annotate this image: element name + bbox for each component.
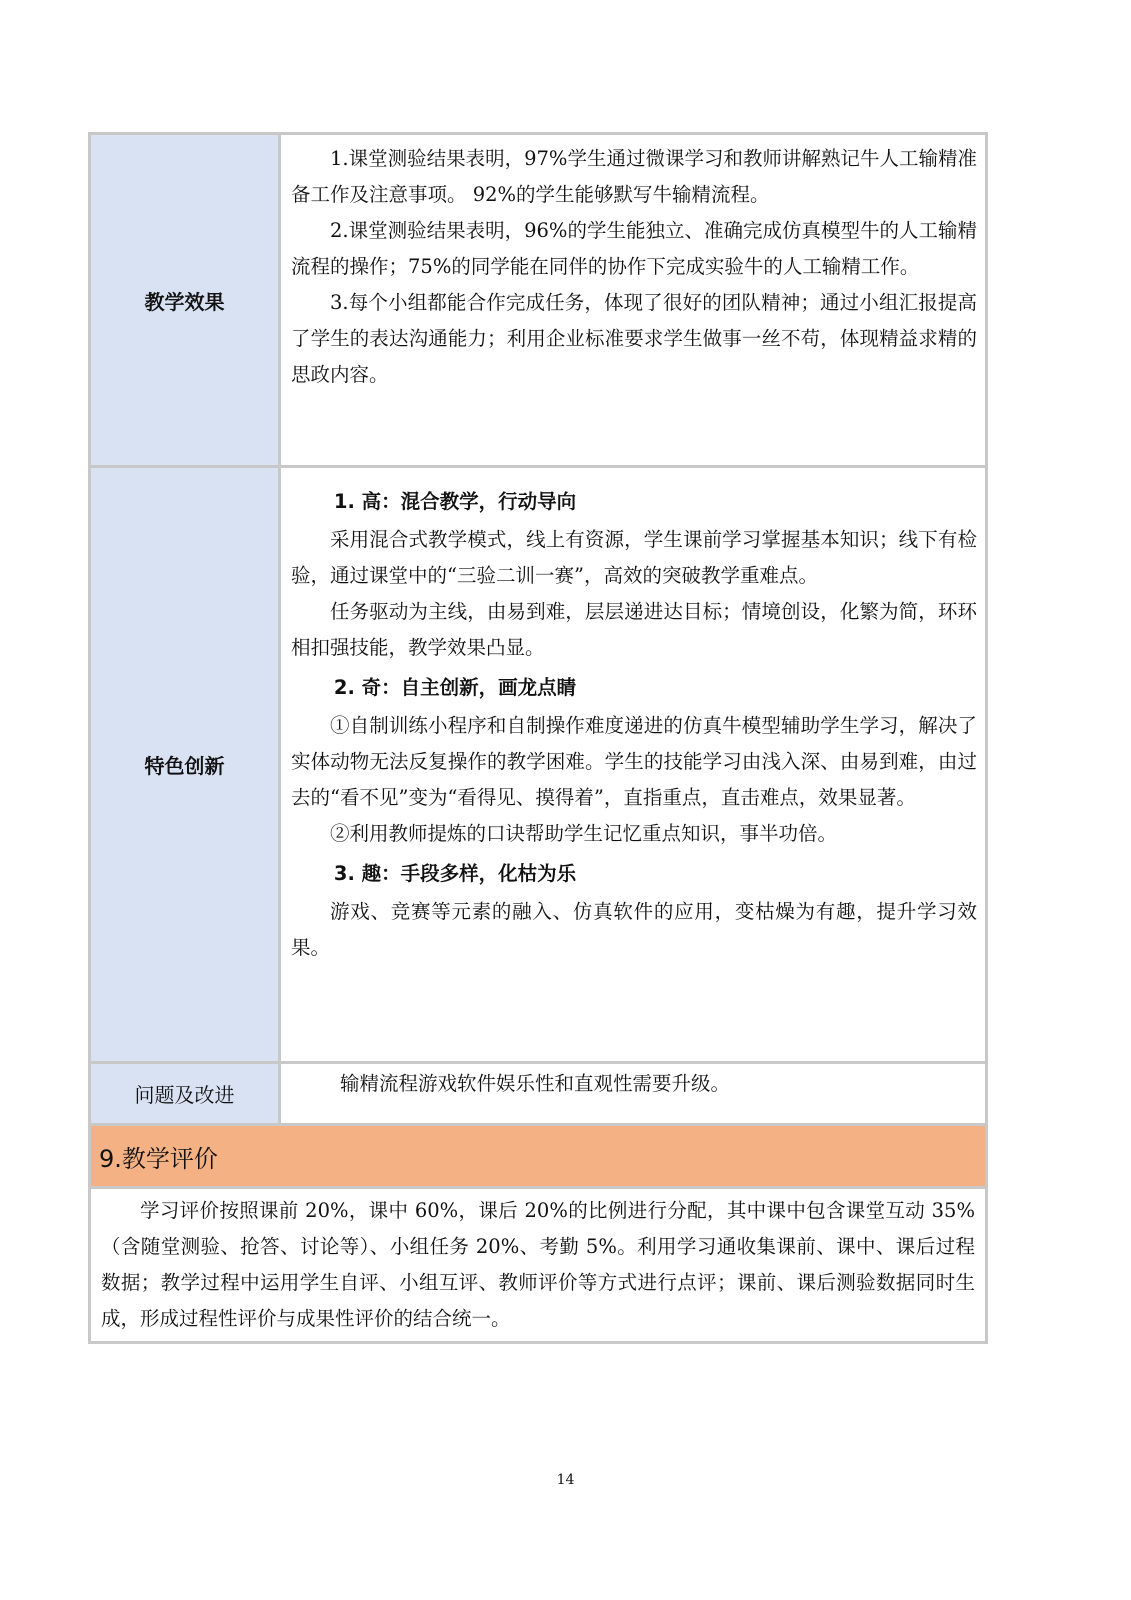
paragraph: 2.课堂测验结果表明，96%的学生能独立、准确完成仿真模型牛的人工输精流程的操作；75%的同学能在同伴的协作下完成实验牛的人工输精工作。 bbox=[291, 219, 977, 278]
row-content bbox=[281, 1064, 985, 1123]
row-label: 问题及改进 bbox=[91, 1064, 281, 1123]
paragraph: 任务驱动为主线，由易到难，层层递进达目标；情境创设，化繁为简，环环相扣强技能，教学效果凸显。 bbox=[291, 600, 977, 659]
paragraph: ②利用教师提炼的口诀帮助学生记忆重点知识，事半功倍。 bbox=[330, 822, 838, 845]
row-innovation bbox=[91, 468, 985, 1064]
row-content bbox=[281, 135, 985, 465]
row-label: 教学效果 bbox=[91, 135, 281, 465]
paragraph: 3.每个小组都能合作完成任务，体现了很好的团队精神；通过小组汇报提高了学生的表达沟通能力；利用企业标准要求学生做事一丝不苟，体现精益求精的思政内容。 bbox=[291, 291, 977, 386]
paragraph: ①自制训练小程序和自制操作难度递进的仿真牛模型辅助学生学习，解决了实体动物无法反复操作的教学困难。学生的技能学习由浅入深、由易到难，由过去的“看不见”变为“看得见、摸得着”，直指重点，直击难点，效果显著。 bbox=[291, 714, 977, 809]
row-problems bbox=[91, 1064, 985, 1126]
subheading: 2. 奇：自主创新，画龙点睛 bbox=[333, 676, 577, 699]
section-heading: 9.教学评价 bbox=[91, 1126, 985, 1189]
page-number: 14 bbox=[556, 1472, 575, 1488]
paragraph: 输精流程游戏软件娱乐性和直观性需要升级。 bbox=[340, 1072, 731, 1095]
row-teaching-effect bbox=[91, 135, 985, 468]
teaching-table bbox=[88, 132, 988, 1344]
row-label: 特色创新 bbox=[91, 468, 281, 1061]
paragraph: 1.课堂测验结果表明，97%学生通过微课学习和教师讲解熟记牛人工输精准备工作及注意事项。 92%的学生能够默写牛输精流程。 bbox=[291, 147, 977, 206]
paragraph: 学习评价按照课前 20%，课中 60%，课后 20%的比例进行分配，其中课中包含课堂互动 35%（含随堂测验、抢答、讨论等）、小组任务 20%、考勤 5%。利用学习通收集课前、课中、课后过程数据；教学过程中运用学生自评、小组互评、教师评价等方式进行点评；课前、课后测验数据同时生成，形成过程性评价与成果性评价的结合统一。 bbox=[101, 1199, 975, 1330]
paragraph: 采用混合式教学模式，线上有资源，学生课前学习掌握基本知识；线下有检验，通过课堂中的“三验二训一赛”，高效的突破教学重难点。 bbox=[291, 528, 977, 587]
subheading: 1. 高：混合教学，行动导向 bbox=[333, 490, 577, 513]
subheading: 3. 趣：手段多样，化枯为乐 bbox=[333, 862, 577, 885]
paragraph: 游戏、竞赛等元素的融入、仿真软件的应用，变枯燥为有趣，提升学习效果。 bbox=[291, 900, 977, 959]
section-body bbox=[91, 1189, 985, 1341]
row-content bbox=[281, 468, 985, 1061]
